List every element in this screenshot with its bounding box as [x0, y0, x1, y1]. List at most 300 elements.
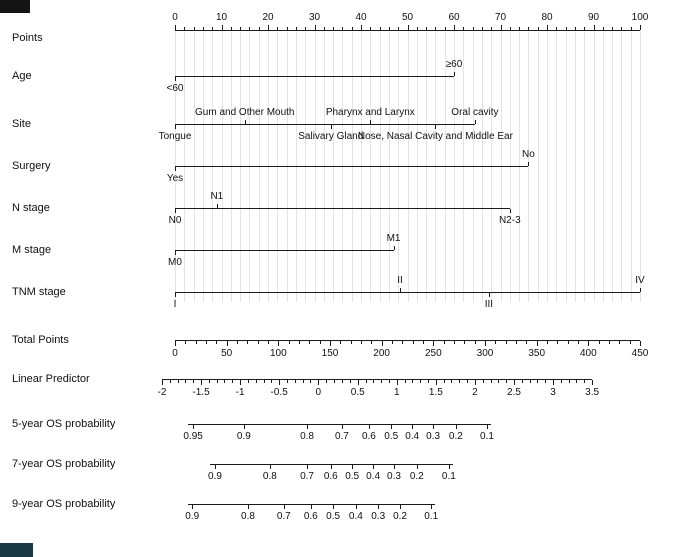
tick-linear-predictor: [279, 380, 280, 385]
tick-linear-predictor: [248, 380, 249, 383]
tick-os-9-year: [248, 505, 249, 509]
tick-total-points: [454, 341, 455, 344]
tick-total-points: [568, 341, 569, 344]
tick-label-os-9-year: 0.5: [326, 511, 341, 522]
tick-os-7-year: [331, 465, 332, 469]
tick-linear-predictor: [358, 380, 359, 385]
tick-linear-predictor: [334, 380, 335, 383]
tick-label-os-5-year: 0.7: [334, 431, 349, 442]
tick-total-points: [444, 341, 445, 344]
tick-points: [184, 27, 185, 30]
tick-label-total-points: 200: [373, 348, 390, 359]
tick-label-os-5-year: 0.9: [236, 431, 251, 442]
tick-linear-predictor: [318, 380, 319, 385]
tick-age: [454, 72, 455, 76]
tick-label-total-points: 50: [221, 348, 233, 359]
tick-points: [584, 27, 585, 30]
tick-os-5-year: [193, 425, 194, 429]
tick-os-7-year: [270, 465, 271, 469]
tick-points: [268, 25, 269, 30]
tick-linear-predictor: [545, 380, 546, 383]
tick-points: [231, 27, 232, 30]
tick-label-os-7-year: 0.2: [409, 471, 424, 482]
tick-total-points: [578, 341, 579, 344]
tick-linear-predictor: [506, 380, 507, 383]
tick-label-site: Nose, Nasal Cavity and Middle Ear: [357, 131, 513, 142]
tick-label-os-7-year: 0.1: [441, 471, 456, 482]
tick-age: [175, 77, 176, 81]
tick-linear-predictor: [420, 380, 421, 383]
tick-linear-predictor: [483, 380, 484, 383]
tick-label-linear-predictor: 1: [394, 387, 400, 398]
axis-line-tnm-stage: [175, 292, 640, 293]
gridline: [547, 30, 548, 302]
tick-os-5-year: [342, 425, 343, 429]
tick-points: [370, 27, 371, 30]
tick-linear-predictor: [193, 380, 194, 383]
tick-os-5-year: [307, 425, 308, 429]
tick-linear-predictor: [592, 380, 593, 385]
tick-linear-predictor: [459, 380, 460, 383]
tick-label-tnm-stage: I: [173, 299, 177, 310]
tick-linear-predictor: [576, 380, 577, 383]
row-label-os-5-year: 5-year OS probability: [12, 418, 116, 430]
tick-linear-predictor: [530, 380, 531, 383]
tick-total-points: [227, 341, 228, 346]
tick-label-points: 30: [308, 12, 321, 23]
tick-points: [621, 27, 622, 30]
tick-label-total-points: 300: [476, 348, 494, 359]
tick-total-points: [278, 341, 279, 346]
tick-linear-predictor: [350, 380, 351, 383]
tick-linear-predictor: [224, 380, 225, 383]
tick-total-points: [433, 341, 434, 346]
tick-label-site: Oral cavity: [451, 107, 499, 118]
tick-label-age: ≥60: [445, 59, 463, 70]
tick-linear-predictor: [201, 380, 202, 385]
row-label-tnm-stage: TNM stage: [12, 286, 66, 298]
gridline: [575, 30, 576, 302]
tick-linear-predictor: [537, 380, 538, 383]
tick-points: [547, 25, 548, 30]
tick-label-os-5-year: 0.4: [405, 431, 420, 442]
gridline: [538, 30, 539, 302]
tick-linear-predictor: [217, 380, 218, 383]
tick-os-9-year: [284, 505, 285, 509]
tick-surgery: [175, 167, 176, 171]
tick-label-linear-predictor: 0.5: [350, 387, 365, 398]
tick-points: [398, 27, 399, 30]
row-label-os-9-year: 9-year OS probability: [12, 498, 116, 510]
tick-total-points: [557, 341, 558, 344]
gridline: [612, 30, 613, 302]
tick-label-total-points: 400: [579, 348, 597, 359]
tick-points: [315, 25, 316, 30]
tick-total-points: [475, 341, 476, 344]
axis-line-m-stage: [175, 250, 394, 251]
tick-os-7-year: [373, 465, 374, 469]
tick-label-points: 60: [448, 12, 460, 23]
tick-label-linear-predictor: 1.5: [428, 387, 443, 398]
tick-label-os-7-year: 0.9: [208, 471, 222, 482]
tick-points: [594, 25, 595, 30]
tick-total-points: [320, 341, 321, 344]
tick-os-7-year: [394, 465, 395, 469]
tick-label-os-5-year: 0.1: [480, 431, 494, 442]
tick-label-os-5-year: 0.8: [300, 431, 314, 442]
tick-points: [417, 27, 418, 30]
tick-linear-predictor: [303, 380, 304, 383]
tick-total-points: [196, 341, 197, 344]
tick-label-os-9-year: 0.6: [303, 511, 318, 522]
row-label-m-stage: M stage: [12, 244, 52, 256]
tick-site: [475, 120, 476, 124]
tick-label-total-points: 100: [269, 348, 287, 359]
tick-total-points: [185, 341, 186, 344]
tick-points: [222, 25, 223, 30]
tick-points: [240, 27, 241, 30]
tick-points: [631, 27, 632, 30]
tick-m-stage: [175, 251, 176, 255]
tick-points: [175, 25, 176, 30]
gridline: [584, 30, 585, 302]
tick-points: [287, 27, 288, 30]
tick-label-os-7-year: 0.8: [262, 471, 277, 482]
tick-label-os-9-year: 0.9: [185, 511, 200, 522]
tick-site: [370, 120, 371, 124]
gridline: [621, 30, 622, 302]
tick-label-m-stage: M1: [386, 233, 401, 244]
tick-site: [331, 125, 332, 129]
top-left-artifact: [0, 0, 30, 13]
tick-label-site: Salivary Gland: [298, 131, 364, 142]
tick-linear-predictor: [522, 380, 523, 383]
tick-points: [510, 27, 511, 30]
tick-os-7-year: [417, 465, 418, 469]
tick-linear-predictor: [397, 380, 398, 385]
tick-label-tnm-stage: II: [397, 275, 403, 286]
tick-label-os-9-year: 0.7: [276, 511, 291, 522]
row-label-os-7-year: 7-year OS probability: [12, 458, 116, 470]
tick-total-points: [402, 341, 403, 344]
tick-os-5-year: [456, 425, 457, 429]
tick-label-age: <60: [166, 83, 184, 94]
tick-label-n-stage: N2-3: [498, 215, 521, 226]
tick-label-os-7-year: 0.7: [300, 471, 314, 482]
tick-linear-predictor: [170, 380, 171, 383]
tick-points: [491, 27, 492, 30]
tick-label-points: 0: [172, 12, 178, 23]
tick-label-surgery: Yes: [166, 173, 184, 184]
tick-label-site: Pharynx and Larynx: [325, 107, 415, 118]
tick-linear-predictor: [584, 380, 585, 383]
tick-os-5-year: [391, 425, 392, 429]
tick-label-os-9-year: 0.2: [393, 511, 407, 522]
tick-points: [528, 27, 529, 30]
tick-label-os-9-year: 0.4: [348, 511, 363, 522]
tick-linear-predictor: [498, 380, 499, 383]
tick-label-linear-predictor: -1: [235, 387, 245, 398]
tick-linear-predictor: [475, 380, 476, 385]
tick-label-os-9-year: 0.8: [241, 511, 255, 522]
tick-os-7-year: [449, 465, 450, 469]
tick-points: [473, 27, 474, 30]
tick-total-points: [351, 341, 352, 344]
tick-os-9-year: [431, 505, 432, 509]
tick-linear-predictor: [366, 380, 367, 383]
tick-total-points: [423, 341, 424, 344]
tick-label-m-stage: M0: [168, 257, 182, 268]
tick-points: [380, 27, 381, 30]
row-label-age: Age: [12, 70, 32, 82]
tick-linear-predictor: [342, 380, 343, 383]
tick-linear-predictor: [436, 380, 437, 385]
axis-line-n-stage: [175, 208, 510, 209]
tick-linear-predictor: [553, 380, 554, 385]
tick-linear-predictor: [561, 380, 562, 383]
tick-n-stage: [510, 209, 511, 213]
tick-label-points: 70: [494, 12, 507, 23]
tick-os-7-year: [215, 465, 216, 469]
row-label-site: Site: [12, 118, 31, 130]
tick-points: [575, 27, 576, 30]
axis-line-age: [175, 76, 454, 77]
tick-points: [361, 25, 362, 30]
tick-points: [603, 27, 604, 30]
tick-label-points: 100: [631, 12, 649, 23]
tick-site: [245, 120, 246, 124]
gridline: [603, 30, 604, 302]
tick-os-5-year: [244, 425, 245, 429]
tick-linear-predictor: [264, 380, 265, 383]
tick-tnm-stage: [175, 293, 176, 297]
tick-label-linear-predictor: 3: [550, 387, 556, 398]
tick-label-points: 40: [355, 12, 367, 23]
tick-label-tnm-stage: IV: [635, 275, 645, 286]
tick-total-points: [258, 341, 259, 344]
tick-tnm-stage: [640, 288, 641, 292]
tick-linear-predictor: [514, 380, 515, 385]
tick-total-points: [537, 341, 538, 346]
tick-linear-predictor: [381, 380, 382, 383]
tick-os-7-year: [307, 465, 308, 469]
tick-points: [454, 25, 455, 30]
tick-total-points: [299, 341, 300, 344]
tick-os-9-year: [400, 505, 401, 509]
tick-linear-predictor: [467, 380, 468, 383]
tick-label-points: 20: [262, 12, 274, 23]
tick-label-total-points: 250: [425, 348, 442, 359]
tick-total-points: [330, 341, 331, 346]
tick-label-n-stage: N0: [168, 215, 182, 226]
tick-total-points: [526, 341, 527, 344]
tick-total-points: [175, 341, 176, 346]
tick-linear-predictor: [287, 380, 288, 383]
tick-total-points: [216, 341, 217, 344]
bottom-left-artifact: [0, 543, 33, 557]
axis-line-points: [175, 30, 640, 31]
tick-total-points: [495, 341, 496, 344]
tick-points: [463, 27, 464, 30]
tick-label-os-5-year: 0.2: [448, 431, 463, 442]
tick-site: [435, 125, 436, 129]
tick-points: [259, 27, 260, 30]
tick-points: [296, 27, 297, 30]
tick-total-points: [392, 341, 393, 344]
tick-points: [389, 27, 390, 30]
tick-n-stage: [175, 209, 176, 213]
gridline: [528, 30, 529, 302]
tick-points: [426, 27, 427, 30]
row-label-n-stage: N stage: [12, 202, 50, 214]
tick-label-linear-predictor: 2.5: [507, 387, 521, 398]
gridline: [640, 30, 641, 302]
tick-label-total-points: 0: [172, 348, 178, 359]
tick-site: [175, 125, 176, 129]
axis-line-os-5-year: [188, 424, 491, 425]
tick-label-os-5-year: 0.6: [361, 431, 376, 442]
axis-line-total-points: [175, 340, 640, 341]
tick-linear-predictor: [178, 380, 179, 383]
tick-linear-predictor: [444, 380, 445, 383]
tick-linear-predictor: [412, 380, 413, 383]
axis-line-surgery: [175, 166, 528, 167]
tick-tnm-stage: [400, 288, 401, 292]
tick-total-points: [619, 341, 620, 344]
tick-linear-predictor: [451, 380, 452, 383]
tick-os-9-year: [333, 505, 334, 509]
tick-linear-predictor: [389, 380, 390, 383]
tick-label-os-7-year: 0.4: [366, 471, 381, 482]
row-label-surgery: Surgery: [12, 160, 51, 172]
tick-total-points: [599, 341, 600, 344]
tick-linear-predictor: [569, 380, 570, 383]
tick-points: [324, 27, 325, 30]
tick-linear-predictor: [405, 380, 406, 383]
tick-linear-predictor: [240, 380, 241, 385]
row-label-total-points: Total Points: [12, 334, 69, 346]
tick-total-points: [506, 341, 507, 344]
tick-points: [352, 27, 353, 30]
tick-total-points: [247, 341, 248, 344]
tick-points: [305, 27, 306, 30]
tick-label-os-9-year: 0.1: [424, 511, 439, 522]
tick-total-points: [237, 341, 238, 344]
gridline: [556, 30, 557, 302]
tick-linear-predictor: [310, 380, 311, 383]
tick-total-points: [289, 341, 290, 344]
axis-line-site: [175, 124, 475, 125]
tick-label-points: 90: [587, 12, 600, 23]
tick-label-n-stage: N1: [210, 191, 224, 202]
tick-label-total-points: 150: [321, 348, 339, 359]
tick-os-5-year: [487, 425, 488, 429]
tick-points: [333, 27, 334, 30]
tick-total-points: [547, 341, 548, 344]
tick-label-os-9-year: 0.3: [371, 511, 386, 522]
tick-label-os-7-year: 0.3: [387, 471, 401, 482]
tick-label-site: Gum and Other Mouth: [195, 107, 295, 118]
tick-points: [612, 27, 613, 30]
tick-os-9-year: [356, 505, 357, 509]
tick-total-points: [609, 341, 610, 344]
tick-os-5-year: [433, 425, 434, 429]
tick-label-os-5-year: 0.95: [183, 431, 203, 442]
tick-linear-predictor: [491, 380, 492, 383]
tick-label-points: 50: [401, 12, 414, 23]
tick-points: [408, 25, 409, 30]
tick-linear-predictor: [185, 380, 186, 383]
tick-total-points: [268, 341, 269, 344]
tick-points: [519, 27, 520, 30]
tick-n-stage: [217, 204, 218, 208]
tick-m-stage: [394, 246, 395, 250]
tick-linear-predictor: [162, 380, 163, 385]
tick-label-os-7-year: 0.5: [345, 471, 360, 482]
tick-label-total-points: 350: [528, 348, 546, 359]
tick-points: [194, 27, 195, 30]
tick-label-linear-predictor: -0.5: [270, 387, 288, 398]
gridline: [631, 30, 632, 302]
tick-label-os-5-year: 0.5: [384, 431, 399, 442]
tick-label-total-points: 450: [631, 348, 649, 359]
gridline: [594, 30, 595, 302]
tick-linear-predictor: [209, 380, 210, 383]
tick-label-surgery: No: [521, 149, 535, 160]
tick-label-linear-predictor: 3.5: [585, 387, 600, 398]
tick-os-9-year: [311, 505, 312, 509]
tick-total-points: [516, 341, 517, 344]
tick-linear-predictor: [256, 380, 257, 383]
tick-os-9-year: [378, 505, 379, 509]
tick-total-points: [309, 341, 310, 344]
tick-surgery: [528, 162, 529, 166]
tick-total-points: [464, 341, 465, 344]
tick-points: [538, 27, 539, 30]
tick-label-linear-predictor: 0: [315, 387, 321, 398]
tick-total-points: [361, 341, 362, 344]
tick-total-points: [206, 341, 207, 344]
tick-label-points: 80: [541, 12, 553, 23]
tick-points: [435, 27, 436, 30]
tick-label-points: 10: [215, 12, 228, 23]
tick-total-points: [588, 341, 589, 346]
tick-total-points: [640, 341, 641, 346]
tick-os-9-year: [192, 505, 193, 509]
tick-points: [566, 27, 567, 30]
tick-points: [342, 27, 343, 30]
tick-total-points: [340, 341, 341, 344]
tick-linear-predictor: [295, 380, 296, 383]
tick-linear-predictor: [373, 380, 374, 383]
tick-points: [640, 25, 641, 30]
tick-total-points: [371, 341, 372, 344]
gridline: [566, 30, 567, 302]
tick-label-tnm-stage: III: [484, 299, 494, 310]
tick-linear-predictor: [232, 380, 233, 383]
tick-points: [482, 27, 483, 30]
tick-points: [212, 27, 213, 30]
tick-os-7-year: [352, 465, 353, 469]
tick-points: [249, 27, 250, 30]
tick-label-site: Tongue: [158, 131, 192, 142]
tick-linear-predictor: [271, 380, 272, 383]
tick-total-points: [485, 341, 486, 346]
tick-total-points: [413, 341, 414, 344]
tick-label-os-5-year: 0.3: [426, 431, 441, 442]
tick-points: [445, 27, 446, 30]
tick-points: [277, 27, 278, 30]
